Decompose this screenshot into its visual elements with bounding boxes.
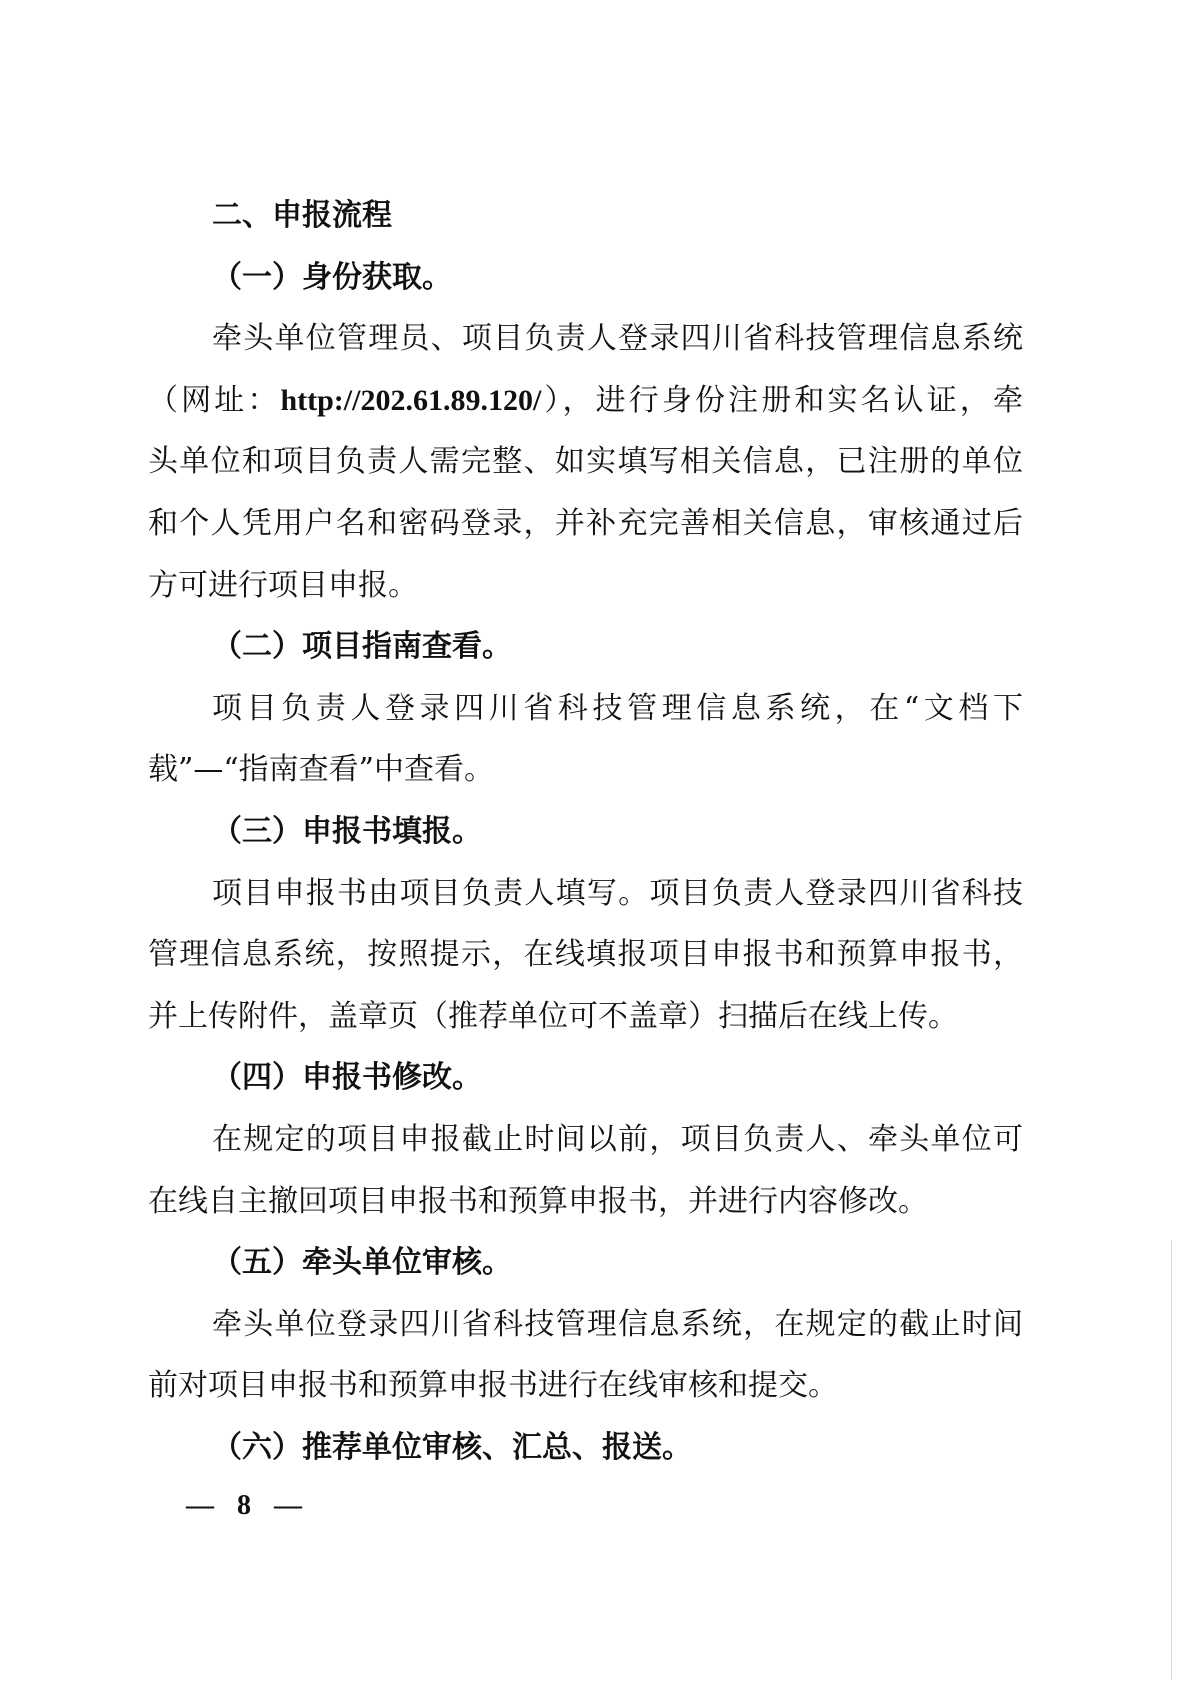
document-body bbox=[148, 185, 1023, 1478]
paragraph-1-line-2 bbox=[148, 370, 1023, 432]
paragraph-2-line-1: 项目负责人登录四川省科技管理信息系统，在“文档下 bbox=[212, 690, 1023, 726]
subsection-title-6: （六）推荐单位审核、汇总、报送。 bbox=[212, 1429, 692, 1465]
paragraph-2-line-2: 载”—“指南查看”中查看。 bbox=[148, 752, 495, 788]
paragraph-1-line-4: 和个人凭用户名和密码登录，并补充完善相关信息，审核通过后 bbox=[148, 505, 1023, 541]
subsection-title-5: （五）牵头单位审核。 bbox=[212, 1245, 512, 1281]
url-suffix: ），进行身份注册和实名认证，牵 bbox=[541, 382, 1023, 418]
system-url: http://202.61.89.120/ bbox=[280, 383, 542, 417]
paragraph-3-line-1: 项目申报书由项目负责人填写。项目负责人登录四川省科技 bbox=[212, 875, 1023, 911]
subsection-title-4: （四）申报书修改。 bbox=[212, 1060, 482, 1096]
paragraph-1-line-5: 方可进行项目申报。 bbox=[148, 567, 418, 603]
paragraph-3-line-3: 并上传附件，盖章页（推荐单位可不盖章）扫描后在线上传。 bbox=[148, 998, 958, 1034]
url-prefix: （网址： bbox=[148, 382, 281, 418]
subsection-title-2: （二）项目指南查看。 bbox=[212, 629, 512, 665]
paragraph-4-line-1: 在规定的项目申报截止时间以前，项目负责人、牵头单位可 bbox=[212, 1121, 1023, 1157]
paragraph-4-line-2: 在线自主撤回项目申报书和预算申报书，并进行内容修改。 bbox=[148, 1183, 928, 1219]
subsection-title-3: （三）申报书填报。 bbox=[212, 813, 482, 849]
paragraph-5-line-1: 牵头单位登录四川省科技管理信息系统，在规定的截止时间 bbox=[212, 1306, 1023, 1342]
paragraph-1-line-3: 头单位和项目负责人需完整、如实填写相关信息，已注册的单位 bbox=[148, 444, 1023, 480]
page-number: — 8 — bbox=[186, 1490, 310, 1521]
scan-edge-line bbox=[1171, 1240, 1172, 1680]
subsection-title-1: （一）身份获取。 bbox=[212, 259, 452, 295]
paragraph-3-line-2: 管理信息系统，按照提示，在线填报项目申报书和预算申报书， bbox=[148, 937, 1023, 973]
paragraph-1-line-1: 牵头单位管理员、项目负责人登录四川省科技管理信息系统 bbox=[212, 321, 1023, 357]
section-heading: 二、申报流程 bbox=[212, 198, 392, 233]
paragraph-5-line-2: 前对项目申报书和预算申报书进行在线审核和提交。 bbox=[148, 1368, 838, 1404]
